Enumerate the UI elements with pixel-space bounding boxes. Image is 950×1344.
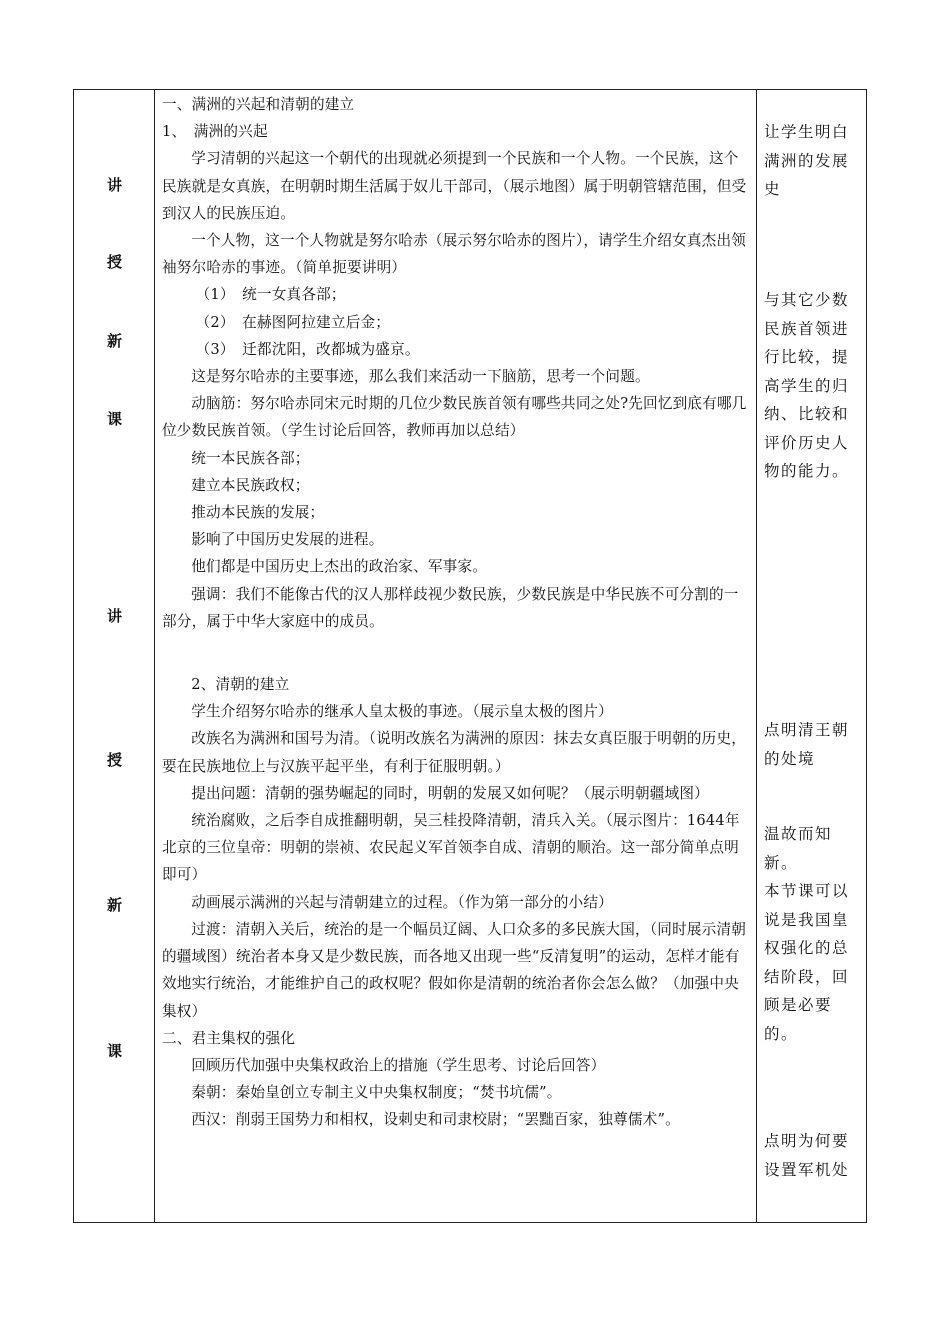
- note-text: 温故而知新。: [764, 825, 833, 872]
- note-text: 让学生明白满洲的发展史: [764, 123, 850, 198]
- content-paragraph: 他们都是中国历史上杰出的政治家、军事家。: [191, 558, 488, 576]
- design-note: [764, 716, 860, 773]
- note-text: 点明为何要设置军机处: [764, 1132, 850, 1179]
- content-paragraph: 一个人物，这一个人物就是努尔哈赤（展示努尔哈赤的图片），请学生介绍女真杰出领袖努尔哈赤的事迹。（简单扼要讲明）: [162, 232, 747, 277]
- list-item: （1） 统一女真各部；: [195, 286, 346, 304]
- list-item: （3） 迁都沈阳，改都城为盛京。: [195, 340, 420, 358]
- content-paragraph: 过渡：清朝入关后，统治的是一个幅员辽阔、人口众多的多民族大国，（同时展示清朝的疆域图）统治者本身又是少数民族，而各地又出现一些“反清复明”的运动，怎样才能有效地实行统治，才能维护自己的政权呢？假如你是清朝的统治者你会怎么做？（加强中央集权）: [162, 920, 747, 1020]
- design-note: [764, 1127, 860, 1184]
- lesson-table: [73, 89, 867, 1223]
- label-char: 授: [106, 751, 122, 769]
- content-paragraph: 推动本民族的发展；: [191, 504, 325, 522]
- content-paragraph: 回顾历代加强中央集权政治上的措施（学生思考、讨论后回答）: [191, 1056, 606, 1074]
- note-text: 本节课可以说是我国皇权强化的总结阶段，回顾是必要的。: [764, 882, 850, 1043]
- label-char: 授: [106, 253, 122, 271]
- content-paragraph: 统一本民族各部；: [191, 449, 310, 467]
- content-paragraph: 建立本民族政权；: [191, 476, 310, 494]
- design-note: [764, 820, 860, 1048]
- note-text: 点明清王朝的处境: [764, 721, 850, 768]
- content-paragraph: 动脑筋：努尔哈赤同宋元时期的几位少数民族首领有哪些共同之处?先回忆到底有哪几位少数民族首领。（学生讨论后回答，教师再加以总结）: [162, 395, 747, 440]
- content-paragraph: 统治腐败，之后李自成推翻明朝，吴三桂投降清朝，清兵入关。（展示图片：1644年北京的三位皇帝：明朝的崇祯、农民起义军首领李自成、清朝的顺治。这一部分简单点明即可）: [162, 812, 740, 884]
- content-paragraph: 学习清朝的兴起这一个朝代的出现就必须提到一个民族和一个人物。一个民族，这个民族就是女真族，在明朝时期生活属于奴儿干部司，（展示地图）属于明朝管辖范围，但受到汉人的民族压迫。: [162, 150, 747, 222]
- content-paragraph: 改族名为满洲和国号为清。（说明改族名为满洲的原因：抹去女真臣服于明朝的历史，要在民族地位上与汉族平起平坐，有利于征服明朝。）: [162, 730, 747, 775]
- spacer: [162, 635, 752, 671]
- label-char: 新: [106, 332, 122, 350]
- content-paragraph: 这是努尔哈赤的主要事迹，那么我们来活动一下脑筋，思考一个问题。: [191, 368, 650, 386]
- design-note: [764, 118, 860, 204]
- content-paragraph: 秦朝：秦始皇创立专制主义中央集权制度；“焚书坑儒”。: [191, 1084, 562, 1102]
- list-item: （2） 在赫图阿拉建立后金；: [195, 313, 391, 331]
- content-paragraph: 西汉：削弱王国势力和相权，设刺史和司隶校尉；“罢黜百家，独尊儒术”。: [191, 1111, 680, 1129]
- label-char: 课: [106, 410, 122, 428]
- design-note: [764, 286, 860, 486]
- section-heading: 一、满洲的兴起和清朝的建立: [162, 96, 355, 113]
- lesson-content: [162, 91, 752, 1134]
- content-paragraph: 学生介绍努尔哈赤的继承人皇太极的事迹。（展示皇太极的图片）: [191, 703, 613, 721]
- label-char: 新: [106, 896, 122, 914]
- subsection-heading: 1、 满洲的兴起: [162, 123, 268, 141]
- content-paragraph: 强调：我们不能像古代的汉人那样歧视少数民族，少数民族是中华民族不可分割的一部分，属于中华大家庭中的成员。: [162, 585, 739, 630]
- content-paragraph: 影响了中国历史发展的进程。: [191, 531, 384, 549]
- note-text: 与其它少数民族首领进行比较，提高学生的归纳、比较和评价历史人物的能力。: [764, 291, 850, 480]
- label-char: 讲: [106, 176, 122, 194]
- section-label-column: [74, 90, 155, 1222]
- subsection-heading: 2、清朝的建立: [191, 676, 290, 694]
- section-heading: 二、君主集权的强化: [162, 1029, 296, 1047]
- label-char: 课: [106, 1042, 122, 1060]
- content-paragraph: 提出问题：清朝的强势崛起的同时，明朝的发展又如何呢？（展示明朝疆域图）: [191, 784, 709, 802]
- content-paragraph: 动画展示满洲的兴起与清朝建立的过程。（作为第一部分的小结）: [191, 893, 613, 911]
- label-char: 讲: [106, 607, 122, 625]
- column-divider-right: [756, 90, 757, 1222]
